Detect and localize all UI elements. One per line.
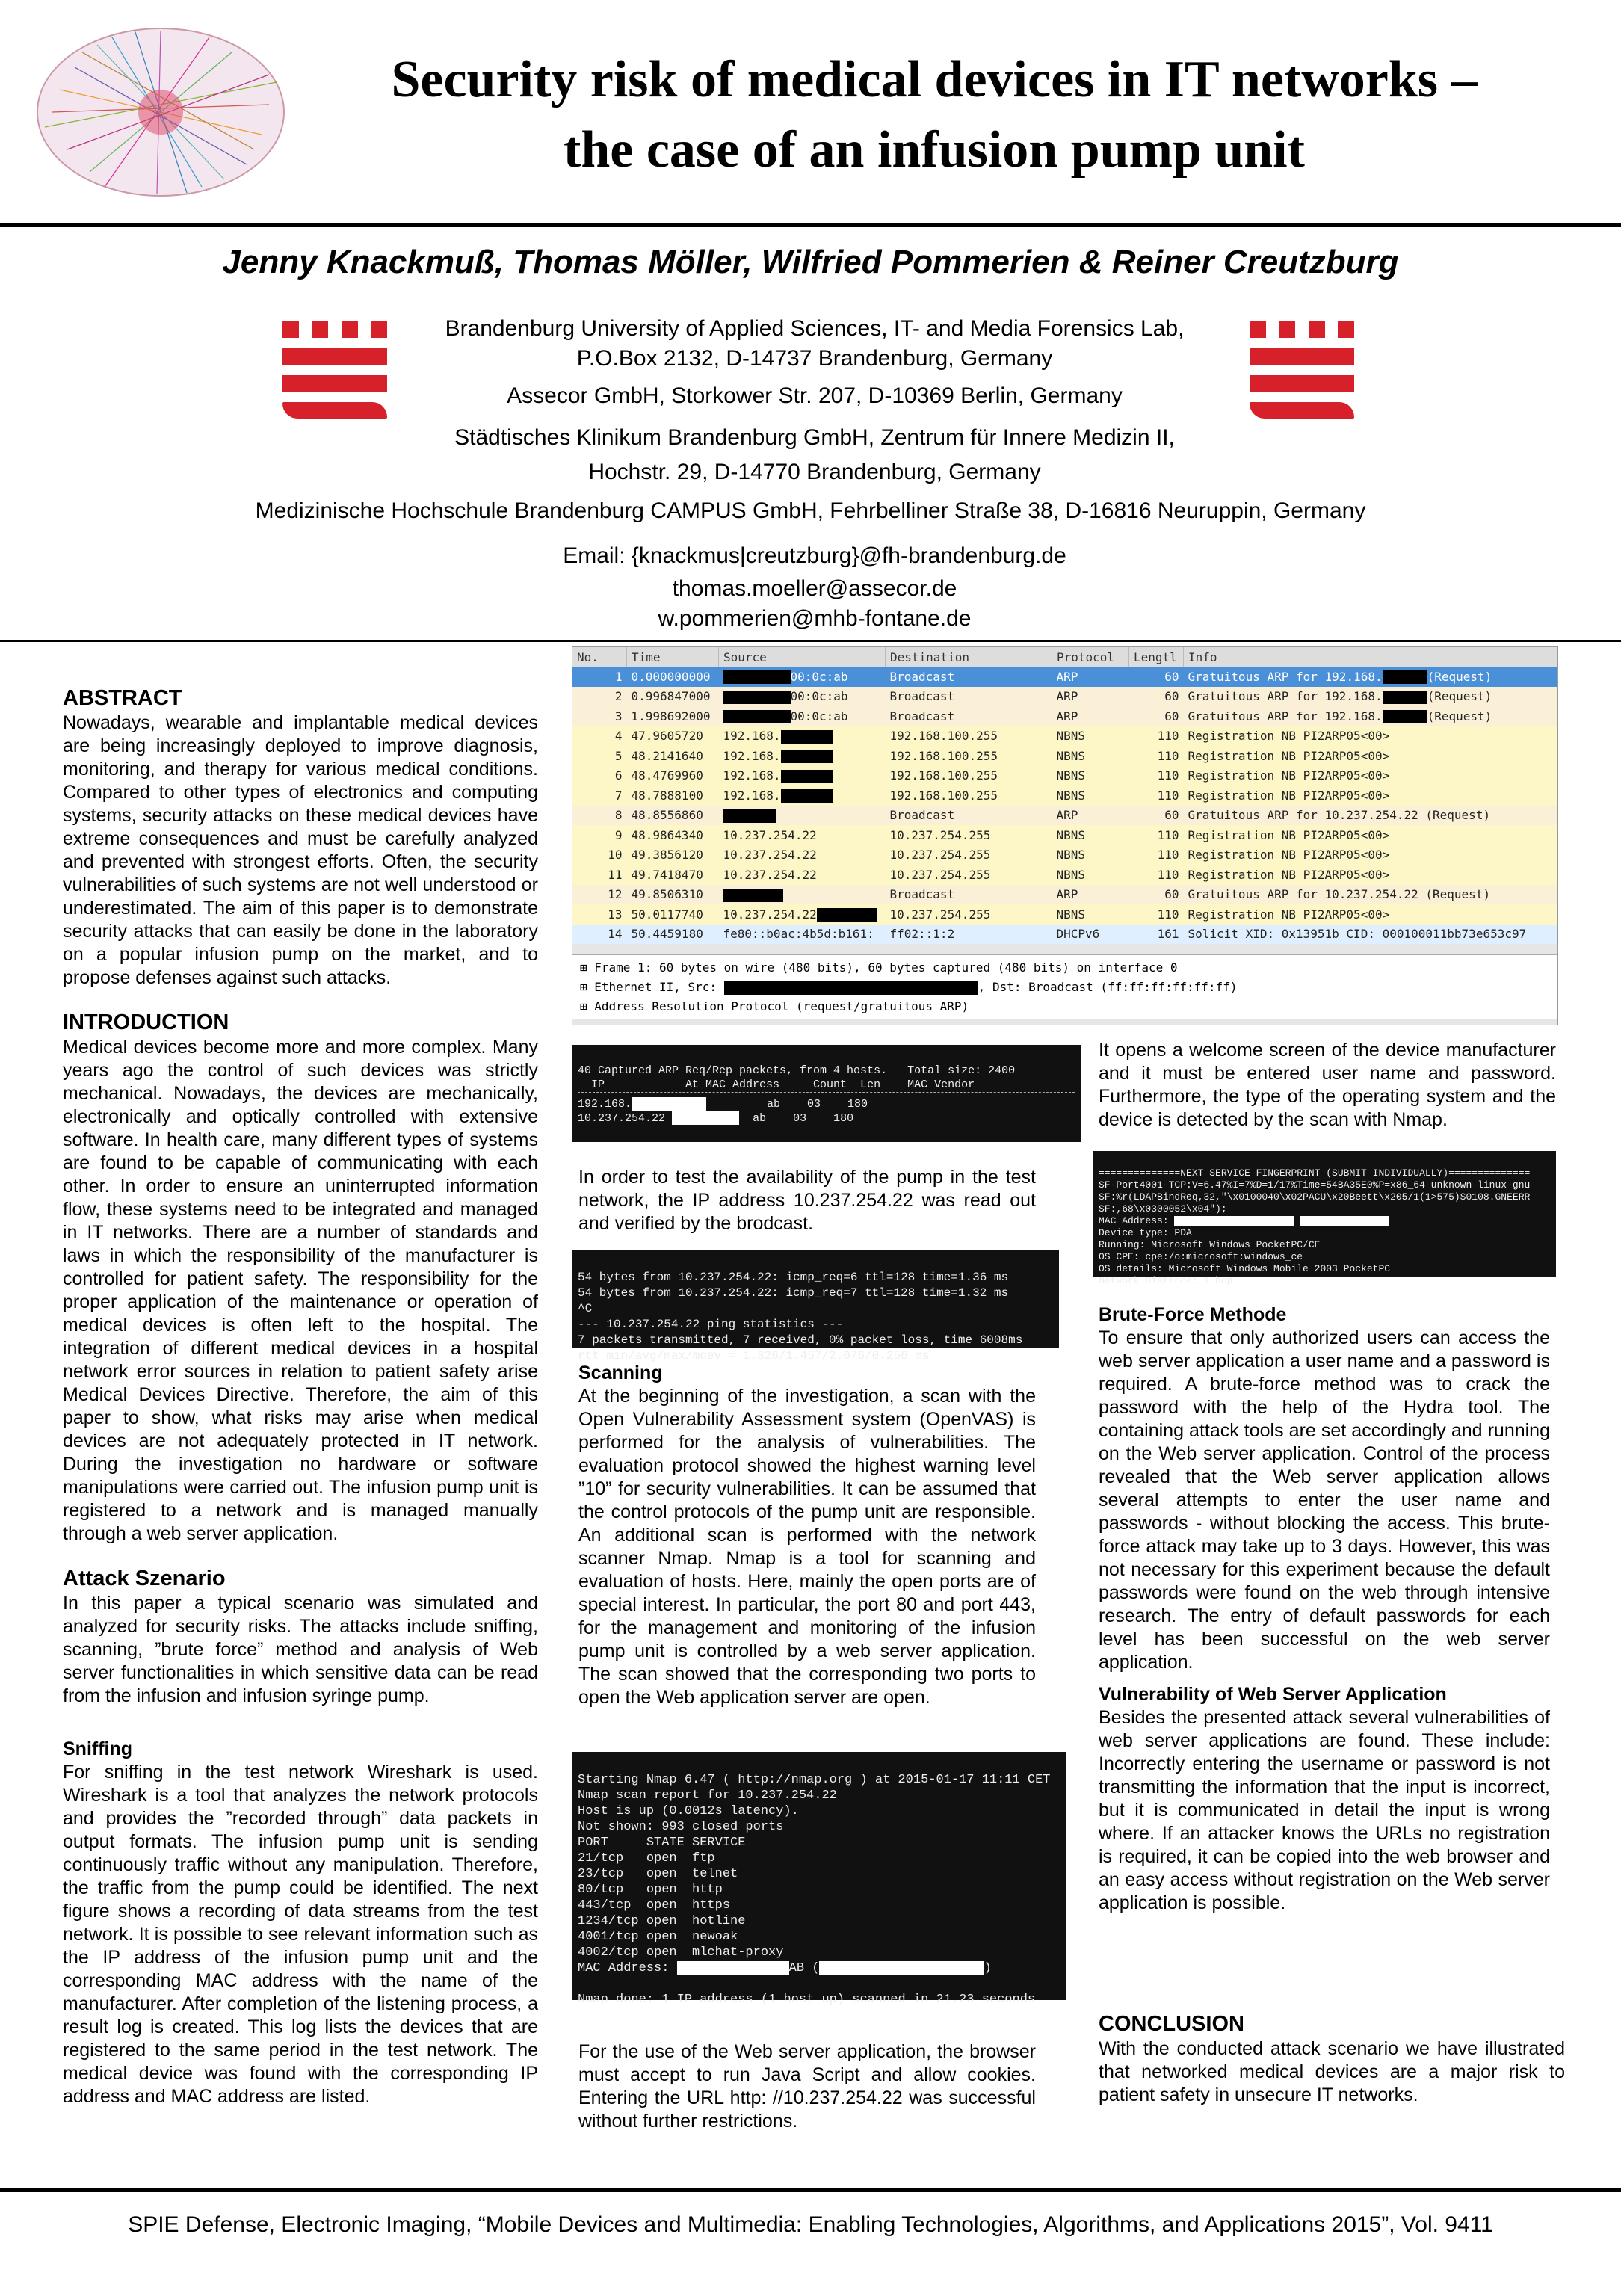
packet-cell: 12 bbox=[608, 887, 623, 902]
packet-cell: 10.237.254.22 bbox=[719, 904, 886, 925]
packet-cell: 1.998692000 bbox=[631, 709, 711, 723]
redaction bbox=[819, 1961, 984, 1975]
packet-cell: Broadcast bbox=[889, 808, 955, 823]
introduction-heading: INTRODUCTION bbox=[63, 1010, 229, 1034]
packet-cell: ARP bbox=[1056, 808, 1078, 823]
packet-cell: 0.996847000 bbox=[631, 689, 711, 704]
packet-cell: 60 bbox=[1164, 669, 1179, 684]
packet-cell: 192.168. bbox=[719, 746, 886, 766]
conclusion-section bbox=[1099, 2010, 1565, 2107]
wireshark-capture bbox=[572, 646, 1558, 1025]
column-header: No. bbox=[572, 647, 627, 667]
column-header: Protocol bbox=[1052, 647, 1129, 667]
email-line: w.pommerien@mhb-fontane.de bbox=[658, 606, 972, 631]
network-graph-logo bbox=[30, 22, 291, 202]
packet-cell: 48.2141640 bbox=[631, 748, 703, 763]
affiliation-line: Hochstr. 29, D-14770 Brandenburg, Germany bbox=[588, 460, 1041, 484]
packet-cell: 10.237.254.22 bbox=[723, 827, 817, 842]
redaction bbox=[1300, 1216, 1389, 1226]
packet-cell: NBNS bbox=[1056, 827, 1086, 842]
redaction bbox=[781, 730, 833, 744]
abstract-heading: ABSTRACT bbox=[63, 686, 182, 710]
packet-cell: 00:0c:ab bbox=[719, 706, 886, 726]
packet-cell: 3 bbox=[614, 709, 623, 723]
column-header: Info bbox=[1184, 647, 1557, 667]
redaction bbox=[781, 789, 833, 803]
packet-cell: ff02::1:2 bbox=[889, 927, 955, 942]
packet-cell: Solicit XID: 0x13951b CID: 000100011bb73e653c97 bbox=[1188, 927, 1527, 942]
packet-cell: 110 bbox=[1157, 867, 1179, 882]
packet-row[interactable] bbox=[572, 825, 1557, 845]
packet-cell: 00:0c:ab bbox=[719, 687, 886, 707]
title-divider bbox=[0, 223, 1621, 227]
packet-cell: NBNS bbox=[1056, 748, 1086, 763]
packet-cell: 9 bbox=[614, 827, 623, 842]
redaction bbox=[723, 691, 791, 704]
packet-row[interactable] bbox=[572, 904, 1557, 925]
arp-log-terminal: 40 Captured ARP Req/Rep packets, from 4 hosts. Total size: 2400 IP At MAC Address Count Len MAC Vendor 192.168. ab 03 180 10.237.254.22 ab 03 180 bbox=[572, 1045, 1081, 1142]
packet-row[interactable] bbox=[572, 766, 1557, 786]
abstract-text: Nowadays, wearable and implantable medical devices are being increasingly deployed to improve diagnosis, monitoring, and therapy for various medical conditions. Compared to other types of electronics and computing systems, security attacks on these medical devices have extreme consequences and must be carefully analyzed and prevented with strongest efforts. Often, the security vulnerabilities of such systems are not well understood or underestimated. The aim of this paper is to demonstrate security attacks that can easily be done in the laboratory on a popular infusion pump on the market, and to propose defenses against such attacks. bbox=[63, 712, 538, 988]
packet-cell: 49.7418470 bbox=[631, 867, 703, 882]
packet-cell: 48.4769960 bbox=[631, 768, 703, 783]
redaction bbox=[723, 710, 791, 723]
packet-cell: 110 bbox=[1157, 768, 1179, 783]
packet-cell: 10.237.254.22 bbox=[723, 867, 817, 882]
packet-cell: NBNS bbox=[1056, 729, 1086, 744]
packet-cell: 47.9605720 bbox=[631, 729, 703, 744]
packet-cell: Registration NB PI2ARP05<00> bbox=[1188, 907, 1390, 922]
packet-cell: Broadcast bbox=[889, 709, 955, 723]
packet-cell: 7 bbox=[614, 788, 623, 803]
packet-cell: fe80::b0ac:4b5d:b161: bbox=[723, 927, 874, 942]
scanning-section bbox=[578, 1362, 1036, 1709]
affiliation-line: Assecor GmbH, Storkower Str. 207, D-10369 Berlin, Germany bbox=[507, 383, 1123, 408]
redaction bbox=[723, 809, 776, 823]
packet-row[interactable] bbox=[572, 806, 1557, 826]
packet-cell: 110 bbox=[1157, 827, 1179, 842]
affiliation-line: P.O.Box 2132, D-14737 Brandenburg, Germany bbox=[576, 346, 1053, 371]
packet-cell: ARP bbox=[1056, 709, 1078, 723]
redaction bbox=[672, 1111, 739, 1125]
affiliation-line: Medizinische Hochschule Brandenburg CAMPUS GmbH, Fehrbelliner Straße 38, D-16816 Neuruppin, Germany bbox=[255, 499, 1366, 523]
packet-cell: NBNS bbox=[1056, 907, 1086, 922]
packet-row[interactable] bbox=[572, 786, 1557, 806]
packet-table-header bbox=[572, 647, 1557, 667]
ping-terminal: 54 bytes from 10.237.254.22: icmp_req=6 ttl=128 time=1.36 ms 54 bytes from 10.237.254.22: icmp_req=7 ttl=128 time=1.32 ms ^C --- 10.237.254.22 ping statistics --- 7 packets transmitted, 7 received, 0% packet loss, time 6008ms rtt min/avg/max/mdev = 1.326/1.457/2.076/0.256 ms bbox=[572, 1250, 1059, 1348]
packet-cell: 110 bbox=[1157, 748, 1179, 763]
packet-cell: 10.237.254.22 bbox=[723, 848, 817, 862]
affiliation-line: Brandenburg University of Applied Sciences, IT- and Media Forensics Lab, bbox=[445, 316, 1185, 341]
scanning-heading: Scanning bbox=[578, 1363, 663, 1383]
packet-cell: 110 bbox=[1157, 729, 1179, 744]
packet-cell: Gratuitous ARP for 192.168. (Request) bbox=[1188, 709, 1492, 723]
footer-divider bbox=[0, 2188, 1621, 2192]
packet-cell: 8 bbox=[614, 808, 623, 823]
redaction bbox=[723, 889, 783, 902]
packet-cell: 0.000000000 bbox=[631, 669, 711, 684]
packet-cell: 48.8556860 bbox=[631, 808, 703, 823]
vulnerability-heading: Vulnerability of Web Server Application bbox=[1099, 1684, 1447, 1705]
affiliation-line: Städtisches Klinikum Brandenburg GmbH, Zentrum für Innere Medizin II, bbox=[454, 425, 1175, 450]
packet-cell: 192.168.100.255 bbox=[889, 788, 998, 803]
packet-cell: 161 bbox=[1157, 927, 1179, 942]
email-line: thomas.moeller@assecor.de bbox=[672, 576, 957, 601]
packet-cell: 49.8506310 bbox=[631, 887, 703, 902]
authors: Jenny Knackmuß, Thomas Möller, Wilfried Pommerien & Reiner Creutzburg bbox=[222, 244, 1399, 280]
packet-cell: Registration NB PI2ARP05<00> bbox=[1188, 768, 1390, 783]
packet-cell: ARP bbox=[1056, 689, 1078, 704]
packet-row[interactable] bbox=[572, 726, 1557, 747]
column-header: Time bbox=[627, 647, 719, 667]
redaction bbox=[632, 1097, 706, 1111]
packet-cell: ARP bbox=[1056, 669, 1078, 684]
redaction bbox=[817, 908, 877, 922]
packet-cell: 5 bbox=[614, 748, 623, 763]
packet-cell: 10 bbox=[608, 848, 623, 862]
packet-cell: 192.168.100.255 bbox=[889, 768, 998, 783]
email-line: Email: {knackmus|creutzburg}@fh-brandenburg.de bbox=[563, 543, 1066, 568]
nmap-terminal: Starting Nmap 6.47 ( http://nmap.org ) at 2015-01-17 11:11 CET Nmap scan report for 10.237.254.22 Host is up (0.0012s latency). Not shown: 993 closed ports PORT STATE SERVICE 21/tcp open ftp 23/tcp open telnet 80/tcp open http 443/tcp open https 1234/tcp open hotline 4001/tcp open newoak 4002/tcp open mlchat-proxy MAC Address: AB ( ) Nmap done: 1 IP address (1 host up) scanned in 21.23 seconds bbox=[572, 1752, 1066, 2000]
packet-cell: 192.168.100.255 bbox=[889, 729, 998, 744]
packet-cell: Registration NB PI2ARP05<00> bbox=[1188, 788, 1390, 803]
packet-cell: 192.168. bbox=[719, 726, 886, 747]
header-divider bbox=[0, 640, 1621, 642]
packet-details bbox=[572, 954, 1557, 1019]
packet-cell: 13 bbox=[608, 907, 623, 922]
packet-cell: Gratuitous ARP for 10.237.254.22 (Request) bbox=[1188, 808, 1491, 823]
brute-force-section bbox=[1099, 1303, 1550, 1915]
packet-row[interactable] bbox=[572, 925, 1557, 945]
packet-cell: Gratuitous ARP for 192.168. (Request) bbox=[1188, 689, 1492, 703]
packet-cell: 192.168.100.255 bbox=[889, 748, 998, 763]
packet-row[interactable] bbox=[572, 746, 1557, 766]
brute-force-heading: Brute-Force Methode bbox=[1099, 1304, 1287, 1325]
packet-table bbox=[572, 647, 1557, 944]
packet-cell: 14 bbox=[608, 927, 623, 942]
column-header: Lengtl bbox=[1129, 647, 1184, 667]
conclusion-heading: CONCLUSION bbox=[1099, 2012, 1244, 2036]
packet-info-suffix: (Request) bbox=[1427, 709, 1492, 723]
title-line-2: the case of an infusion pump unit bbox=[564, 121, 1305, 179]
packet-cell: 110 bbox=[1157, 848, 1179, 862]
web-paragraph: For the use of the Web server application, the browser must accept to run Java Script and allow cookies. Entering the URL http: //10.237.254.22 was successful without further restrictions. bbox=[578, 2041, 1036, 2132]
packet-cell bbox=[719, 885, 886, 905]
packet-cell: 110 bbox=[1157, 788, 1179, 803]
packet-cell: 10.237.254.255 bbox=[889, 848, 991, 862]
packet-cell: Broadcast bbox=[889, 689, 955, 704]
packet-cell: 10.237.254.255 bbox=[889, 827, 991, 842]
packet-cell: 49.3856120 bbox=[631, 848, 703, 862]
packet-row[interactable] bbox=[572, 706, 1557, 726]
redaction bbox=[1383, 691, 1427, 704]
packet-row[interactable] bbox=[572, 687, 1557, 707]
column-header: Source bbox=[719, 647, 886, 667]
packet-cell: 60 bbox=[1164, 709, 1179, 723]
redaction bbox=[724, 981, 978, 995]
poster-title bbox=[299, 45, 1569, 185]
sniffing-text: For sniffing in the test network Wireshark is used. Wireshark is a tool that analyzes the network protocols and provides the ”recorded through” data packets in output formats. The infusion pump unit is sending continuously traffic without any manipulation. Therefore, the traffic from the pump could be identified. The next figure shows a recording of data streams from the test network. It is possible to see relevant information such as the IP address of the infusion pump unit and the corresponding MAC address with the name of the manufacturer. After completion of the listening process, a result log is created. This log lists the devices that are registered to the same period in the test network. The medical device was found with the corresponding IP address and MAC address are listed. bbox=[63, 1762, 538, 2107]
packet-cell: Registration NB PI2ARP05<00> bbox=[1188, 867, 1390, 882]
detail-frame[interactable]: ⊞ Frame 1: 60 bytes on wire (480 bits), 60 bytes captured (480 bits) on interface 0 bbox=[580, 960, 1178, 975]
packet-info-suffix: (Request) bbox=[1427, 689, 1492, 703]
packet-row[interactable] bbox=[572, 865, 1557, 885]
title-line-1: Security risk of medical devices in IT networks – bbox=[391, 51, 1478, 108]
packet-cell: Registration NB PI2ARP05<00> bbox=[1188, 748, 1390, 763]
packet-cell: 50.4459180 bbox=[631, 927, 703, 942]
test-paragraph: In order to test the availability of the pump in the test network, the IP address 10.237.254.22 was read out and verified by the brodcast. bbox=[578, 1167, 1036, 1234]
redaction bbox=[1383, 670, 1427, 684]
packet-cell bbox=[719, 806, 886, 826]
scanning-text: At the beginning of the investigation, a scan with the Open Vulnerability Assessment system (OpenVAS) is performed for the analysis of vulnerabilities. The evaluation protocol showed the highest warning level ”10” for security vulnerabilities. It can be assumed that the control protocols of the pump unit are responsible. An additional scan is performed with the network scanner Nmap. Nmap is a tool for scanning and evaluation of hosts. Here, mainly the open ports are of special interest. In particular, the port 80 and port 443, for the management and monitoring of the infusion pump unit is controlled by a web server application. The scan showed that the corresponding two ports to open the Web application server are open. bbox=[578, 1386, 1036, 1708]
redaction bbox=[723, 670, 791, 684]
packet-cell: 1 bbox=[614, 669, 623, 684]
packet-cell: Gratuitous ARP for 10.237.254.22 (Request) bbox=[1188, 887, 1491, 902]
packet-row[interactable] bbox=[572, 667, 1557, 687]
packet-cell: 2 bbox=[614, 689, 623, 704]
packet-cell: 6 bbox=[614, 768, 623, 783]
packet-cell: 10.237.254.255 bbox=[889, 907, 991, 922]
attack-text: In this paper a typical scenario was simulated and analyzed for security risks. The attacks include sniffing, scanning, ”brute force” method and analysis of Web server functionalities in which sensitive data can be read from the infusion and infusion syringe pump. bbox=[63, 1593, 538, 1706]
packet-cell: 48.9864340 bbox=[631, 827, 703, 842]
vulnerability-text: Besides the presented attack several vulnerabilities of web server applications are found. These include: Incorrectly entering the username or password is not transmitting the information that the input is incorrect, but it is communicated in detail the input is wrong where. If an attacker knows the URLs no registration is required, it can be copied into the web browser and an easy access without registration on the Web server application is possible. bbox=[1099, 1707, 1550, 1913]
detail-arp[interactable]: ⊞ Address Resolution Protocol (request/gratuitous ARP) bbox=[580, 999, 969, 1013]
sniffing-heading: Sniffing bbox=[63, 1738, 133, 1759]
packet-info-suffix: (Request) bbox=[1427, 669, 1492, 684]
packet-cell: NBNS bbox=[1056, 848, 1086, 862]
redaction bbox=[677, 1961, 789, 1975]
conclusion-text: With the conducted attack scenario we have illustrated that networked medical devices are a major risk to patient safety in unsecure IT networks. bbox=[1099, 2038, 1565, 2105]
redaction bbox=[1383, 710, 1427, 723]
packet-cell: 10.237.254.255 bbox=[889, 867, 991, 882]
packet-cell: 48.7888100 bbox=[631, 788, 703, 803]
packet-cell: ARP bbox=[1056, 887, 1078, 902]
packet-cell: Registration NB PI2ARP05<00> bbox=[1188, 827, 1390, 842]
packet-cell: NBNS bbox=[1056, 867, 1086, 882]
introduction-text: Medical devices become more and more complex. Many years ago the control of such devices was strictly mechanical. Nowadays, the devices are mechanically, electronically and optically controlled with extensive software. In health care, many different types of systems are found to be capable of communicating with each other. In order to ensure an uninterrupted information flow, these systems need to be integrated and managed in IT networks. There are a number of standards and laws in which the responsibility of the manufacturer is controlled for patient safety. The responsibility for the proper application of the maintenance or operation of medical devices is often left to the hospital. The integration of different medical devices in a hospital network error sources in relation to patient safety arise Medical Devices Directive. Therefore, the aim of this paper to show, what risks may arise when medical devices are not adequately protected in IT network. During the investigation no hardware or software manipulations were carried out. The infusion pump unit is registered to a network and is managed manually through a web server application. bbox=[63, 1037, 538, 1544]
packet-cell: 00:0c:ab bbox=[719, 667, 886, 687]
left-column bbox=[63, 685, 538, 2108]
redaction bbox=[1174, 1216, 1294, 1226]
welcome-paragraph: It opens a welcome screen of the device manufacturer and it must be entered user name and password. Furthermore, the type of the operating system and the device is detected by the scan with Nmap. bbox=[1099, 1040, 1556, 1130]
packet-cell: NBNS bbox=[1056, 768, 1086, 783]
packet-cell: 110 bbox=[1157, 907, 1179, 922]
packet-cell: Registration NB PI2ARP05<00> bbox=[1188, 848, 1390, 862]
packet-cell: 60 bbox=[1164, 808, 1179, 823]
packet-row[interactable] bbox=[572, 885, 1557, 905]
packet-cell: 192.168. bbox=[719, 766, 886, 786]
packet-cell: Broadcast bbox=[889, 887, 955, 902]
packet-cell: 4 bbox=[614, 729, 623, 744]
detail-ethernet[interactable]: ⊞ Ethernet II, Src: , Dst: Broadcast (ff:ff:ff:ff:ff:ff) bbox=[580, 980, 1238, 994]
packet-cell: 50.0117740 bbox=[631, 907, 703, 922]
brute-force-text: To ensure that only authorized users can access the web server application a user name and a password is required. A brute-force method was to crack the password with the help of the Hydra tool. The containing attack tools are set accordingly and running on the Web server application. Control of the process revealed that the Web server application allows several attempts to enter the user name and passwords - without blocking the access. This brute-force attack may take up to 3 days. However, this was not necessary for this experiment because the default passwords were found on the web through intensive research. The entry of default passwords for each level has been successful on the web server application. bbox=[1099, 1327, 1550, 1673]
column-header: Destination bbox=[886, 647, 1052, 667]
packet-cell: NBNS bbox=[1056, 788, 1086, 803]
packet-cell: 60 bbox=[1164, 689, 1179, 704]
packet-cell: DHCPv6 bbox=[1056, 927, 1100, 942]
packet-cell: 60 bbox=[1164, 887, 1179, 902]
footer-citation: SPIE Defense, Electronic Imaging, “Mobile Devices and Multimedia: Enabling Technologies, Algorithms, and Applications 2015”, Vol. 9411 bbox=[128, 2212, 1493, 2237]
redaction bbox=[781, 770, 833, 783]
packet-cell: 192.168. bbox=[719, 786, 886, 806]
redaction bbox=[781, 750, 833, 763]
packet-cell: 11 bbox=[608, 867, 623, 882]
packet-row[interactable] bbox=[572, 845, 1557, 865]
packet-cell: Broadcast bbox=[889, 669, 955, 684]
attack-heading: Attack Szenario bbox=[63, 1567, 226, 1590]
packet-cell: Registration NB PI2ARP05<00> bbox=[1188, 729, 1390, 744]
fingerprint-terminal: ==============NEXT SERVICE FINGERPRINT (SUBMIT INDIVIDUALLY)============== SF-Port4001-TCP:V=6.47%I=7%D=1/17%Time=54BA35E0%P=x86_64-unknown-linux-gnu SF:%r(LDAPBindReq,32,"\x0100040\x02PACU\x20Beett\x205/1(1>575)S0108.GNEERR SF:,68\x0300052\x04"); MAC Address: Device type: PDA Running: Microsoft Windows PocketPC/CE OS CPE: cpe:/o:microsoft:windows_ce OS details: Microsoft Windows Mobile 2003 PocketPC Network Distance: 1 hop bbox=[1093, 1151, 1556, 1277]
packet-cell: Gratuitous ARP for 192.168. (Request) bbox=[1188, 669, 1492, 684]
